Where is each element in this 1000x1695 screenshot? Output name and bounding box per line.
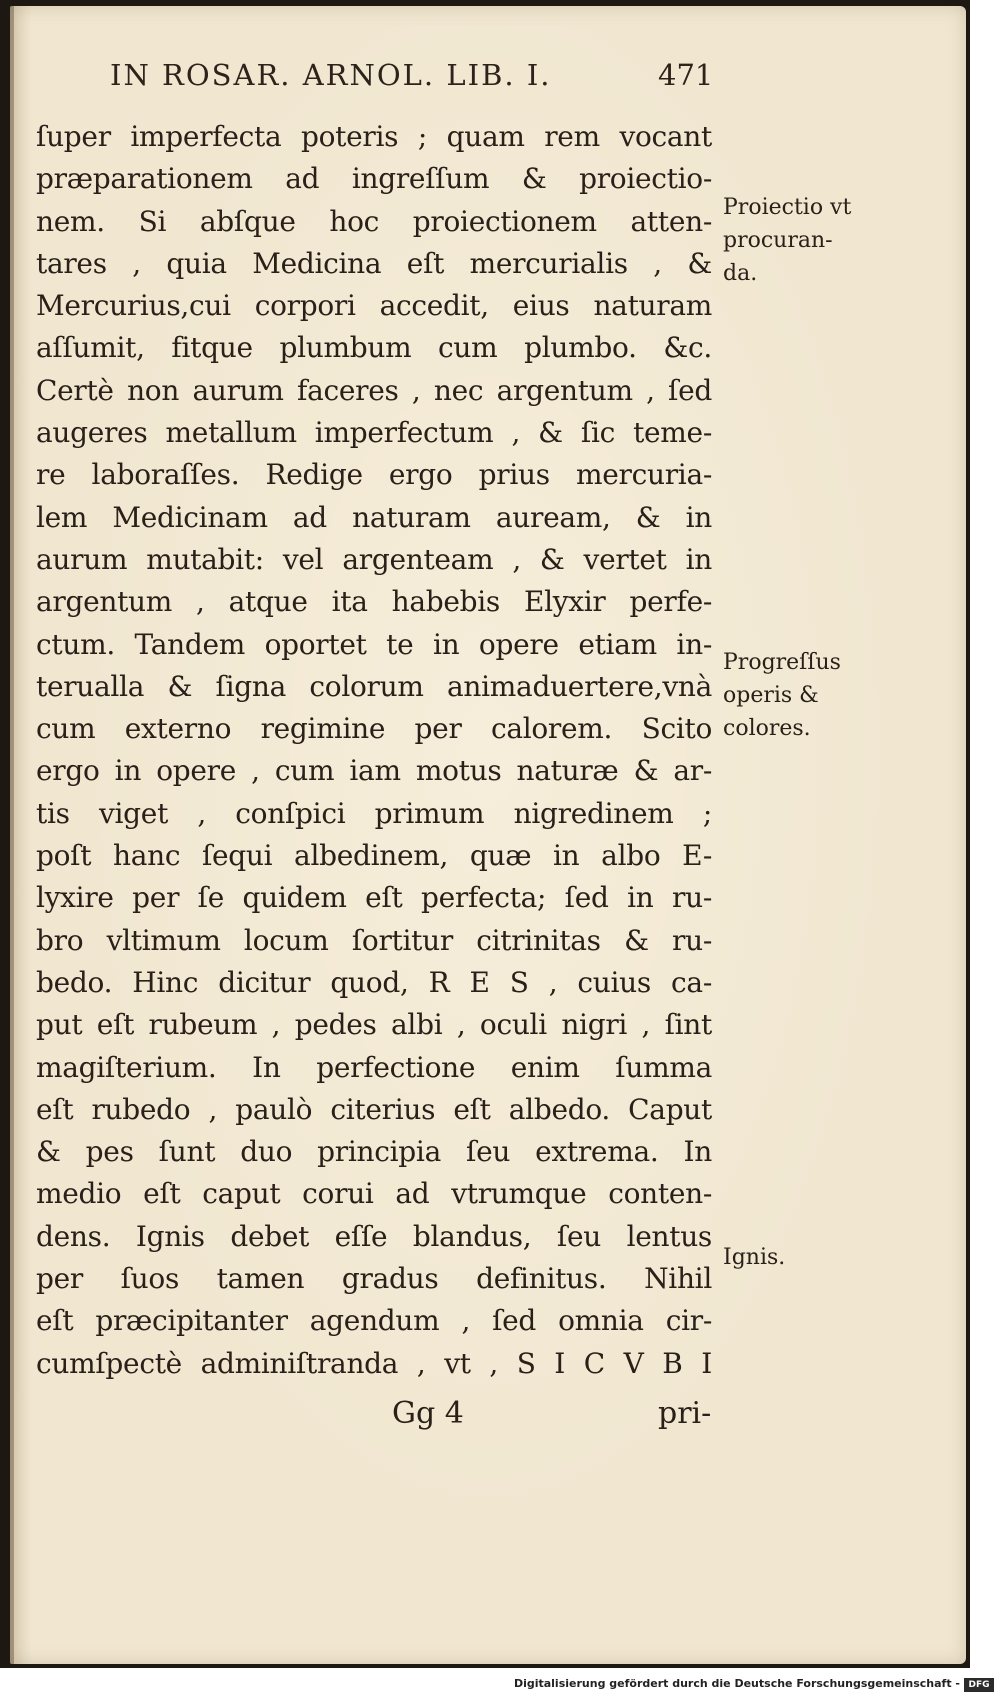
text-line: tares , quia Medicina eſt mercurialis , & bbox=[36, 246, 712, 280]
text-line: per ſuos tamen gradus definitus. Nihil bbox=[36, 1262, 712, 1296]
marginal-note-progressus bbox=[723, 646, 841, 745]
running-head: IN ROSAR. ARNOL. LIB. I. bbox=[110, 58, 552, 92]
text-line: put eſt rubeum , pedes albi , oculi nigri , ſint bbox=[36, 1008, 712, 1042]
text-line: terualla & ſigna colorum animaduertere,vnà bbox=[36, 669, 712, 703]
text-line: cum externo regimine per calorem. Scito bbox=[36, 712, 712, 746]
marginal-note-line: Progreſſus bbox=[723, 650, 841, 675]
book-page bbox=[10, 6, 966, 1664]
text-line: lyxire per ſe quidem eſt perfecta; ſed in ru- bbox=[36, 881, 712, 915]
marginal-note-line: Ignis. bbox=[723, 1245, 786, 1270]
text-line: bedo. Hinc dicitur quod, R E S , cuius ca- bbox=[36, 965, 712, 999]
dfg-logo-icon: DFG bbox=[964, 1678, 994, 1692]
text-line: Mercurius,cui corpori accedit, eius naturam bbox=[36, 289, 712, 323]
text-line: re laboraſſes. Redige ergo prius mercuria- bbox=[36, 458, 712, 492]
text-line: ſuper imperfecta poteris ; quam rem vocant bbox=[36, 120, 712, 153]
marginal-note-line: da. bbox=[723, 261, 758, 286]
text-line: dens. Ignis debet eſſe blandus, ſeu lentus bbox=[36, 1219, 712, 1253]
page-gutter-shadow bbox=[10, 6, 14, 1664]
text-line: ctum. Tandem oportet te in opere etiam in- bbox=[36, 627, 712, 661]
funding-credit: Digitalisierung gefördert durch die Deutsche Forschungsgemeinschaft - bbox=[513, 1677, 960, 1690]
marginal-note-ignis bbox=[723, 1241, 785, 1274]
marginal-note-line: operis & bbox=[723, 683, 819, 708]
marginal-note-line: procuran- bbox=[723, 228, 833, 253]
body-text bbox=[36, 116, 712, 1385]
text-line: eſt præcipitanter agendum , ſed omnia cir- bbox=[36, 1304, 712, 1338]
text-line: eſt rubedo , paulò citerius eſt albedo. Caput bbox=[36, 1092, 712, 1126]
marginal-note-line: colores. bbox=[723, 716, 811, 741]
text-line: argentum , atque ita habebis Elyxir perfe- bbox=[36, 585, 712, 619]
text-line: nem. Si abſque hoc proiectionem atten- bbox=[36, 204, 712, 238]
page-number: 471 bbox=[658, 58, 714, 92]
text-line: Certè non aurum faceres , nec argentum , ſed bbox=[36, 373, 712, 407]
text-line: tis viget , conſpici primum nigredinem ; bbox=[36, 796, 712, 830]
text-line: medio eſt caput corui ad vtrumque conten- bbox=[36, 1177, 712, 1211]
text-line: magiſterium. In perfectione enim ſumma bbox=[36, 1050, 712, 1084]
text-line: ergo in opere , cum iam motus naturæ & ar- bbox=[36, 754, 712, 788]
text-line: aurum mutabit: vel argenteam , & vertet in bbox=[36, 542, 712, 576]
text-line: augeres metallum imperfectum , & ſic teme- bbox=[36, 416, 712, 450]
text-line: cumſpectè adminiſtranda , vt , S I C V B I bbox=[36, 1346, 712, 1380]
text-line: & pes ſunt duo principia ſeu extrema. In bbox=[36, 1135, 712, 1169]
catchword: pri- bbox=[658, 1396, 712, 1431]
text-line: poſt hanc ſequi albedinem, quæ in albo E- bbox=[36, 839, 712, 873]
marginal-note-line: Proiectio vt bbox=[723, 195, 852, 220]
text-line: præparationem ad ingreſſum & proiectio- bbox=[36, 162, 712, 196]
text-line: bro vltimum locum ſortitur citrinitas & ru- bbox=[36, 923, 712, 957]
text-line: lem Medicinam ad naturam auream, & in bbox=[36, 500, 712, 534]
marginal-note-proiectio bbox=[723, 191, 851, 290]
text-line: aſſumit, fitque plumbum cum plumbo. &c. bbox=[36, 331, 712, 365]
signature-mark: Gg 4 bbox=[392, 1396, 464, 1431]
